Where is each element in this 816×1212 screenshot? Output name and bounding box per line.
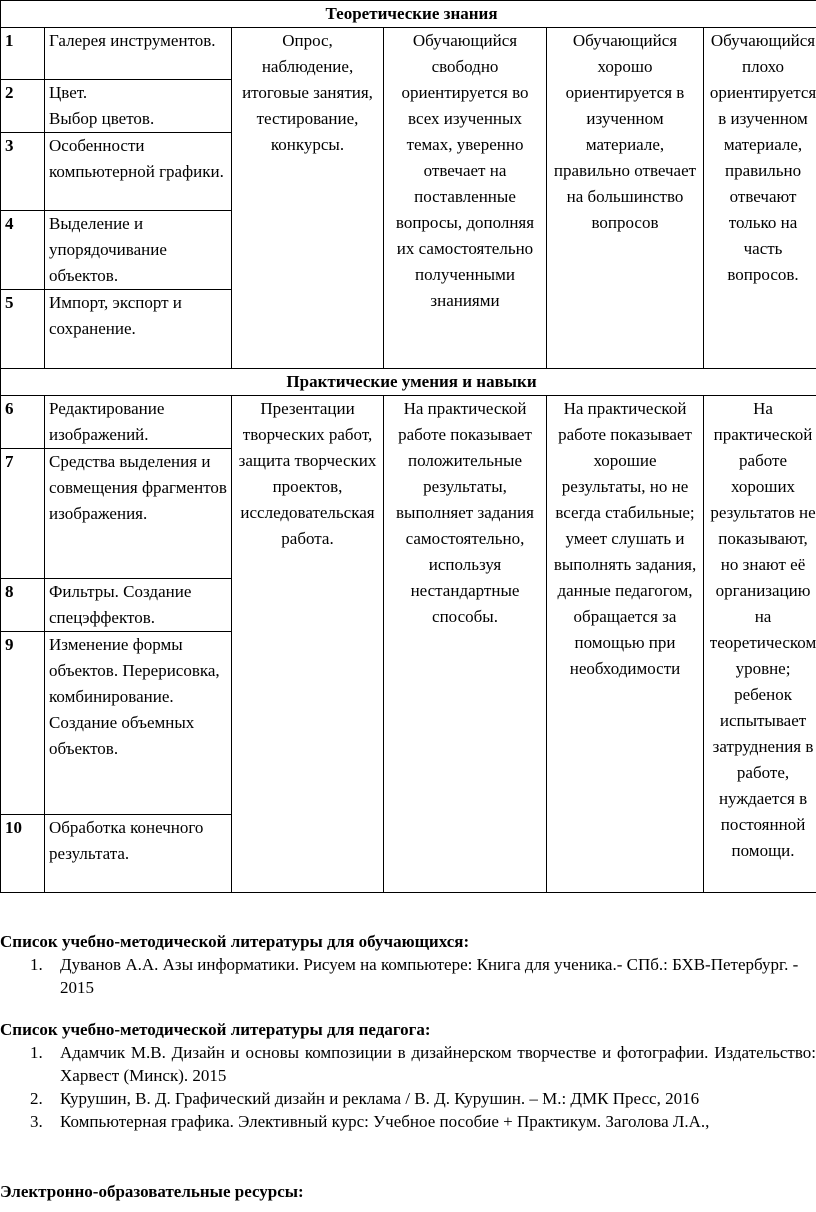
row-number: 8 <box>1 579 45 632</box>
theory-low-level-cell: Обучающийся плохо ориентируется в изученном материале, правильно отвечают только на часть вопросов. <box>704 28 816 369</box>
topic-cell: Фильтры. Создание спецэффектов. <box>45 579 232 632</box>
topic-cell: Изменение формы объектов. Перерисовка, комбинирование. Создание объемных объектов. <box>45 632 232 815</box>
list-item-text: Компьютерная графика. Элективный курс: Учебное пособие + Практикум. Заголова Л.А., <box>60 1112 710 1131</box>
list-item <box>0 1087 816 1110</box>
row-number: 6 <box>1 396 45 449</box>
list-item-text: Адамчик М.В. Дизайн и основы композиции в дизайнерском творчестве и фотографии. Издательство: Харвест (Минск). 2015 <box>60 1043 816 1085</box>
row-number: 10 <box>1 815 45 893</box>
row-number: 9 <box>1 632 45 815</box>
theory-mid-level-cell: Обучающийся хорошо ориентируется в изученном материале, правильно отвечает на большинство вопросов <box>547 28 704 369</box>
electronic-resources-heading: Электронно-образовательные ресурсы: <box>0 1182 304 1201</box>
theory-section-header: Теоретические знания <box>1 1 816 28</box>
row-number: 1 <box>1 28 45 80</box>
list-item-text: Дуванов А.А. Азы информатики. Рисуем на компьютере: Книга для ученика.- СПб.: БХВ-Петербург. - 2015 <box>60 955 799 997</box>
row-number: 7 <box>1 449 45 579</box>
topic-cell: Выделение и упорядочивание объектов. <box>45 211 232 290</box>
list-item-number: 3. <box>30 1112 43 1131</box>
practice-method-cell: Презентации творческих работ, защита творческих проектов, исследовательская работа. <box>232 396 384 893</box>
row-number: 4 <box>1 211 45 290</box>
teacher-literature <box>0 1018 816 1133</box>
practice-mid-level-cell: На практической работе показывает хорошие результаты, но не всегда стабильные; умеет слушать и выполнять задания, данные педагогом, обращается за помощью при необходимости <box>547 396 704 893</box>
topic-cell: Средства выделения и совмещения фрагментов изображения. <box>45 449 232 579</box>
list-item <box>0 1110 816 1133</box>
list-item-text: Курушин, В. Д. Графический дизайн и реклама / В. Д. Курушин. – М.: ДМК Пресс, 2016 <box>60 1089 700 1108</box>
topic-cell: Цвет. Выбор цветов. <box>45 80 232 133</box>
teacher-literature-list <box>0 1041 816 1133</box>
topic-cell: Галерея инструментов. <box>45 28 232 80</box>
theory-high-level-cell: Обучающийся свободно ориентируется во всех изученных темах, уверенно отвечает на поставленные вопросы, дополняя их самостоятельно полученными знаниями <box>384 28 547 369</box>
topic-cell: Редактирование изображений. <box>45 396 232 449</box>
electronic-resources <box>0 1180 816 1203</box>
row-number: 3 <box>1 133 45 211</box>
topic-cell: Обработка конечного результата. <box>45 815 232 893</box>
students-literature-heading: Список учебно-методической литературы для обучающихся: <box>0 932 470 951</box>
students-literature-list <box>0 953 816 999</box>
practice-high-level-cell: На практической работе показывает положительные результаты, выполняет задания самостоятельно, используя нестандартные способы. <box>384 396 547 893</box>
practice-low-level-cell: На практической работе хороших результатов не показывают, но знают её организацию на теоретическом уровне; ребенок испытывает затруднения в работе, нуждается в постоянной помощи. <box>704 396 816 893</box>
list-item <box>0 1041 816 1087</box>
practice-section-header: Практические умения и навыки <box>1 369 816 396</box>
students-literature <box>0 930 816 999</box>
topic-cell: Особенности компьютерной графики. <box>45 133 232 211</box>
list-item-number: 1. <box>30 955 43 974</box>
topic-cell: Импорт, экспорт и сохранение. <box>45 290 232 369</box>
list-item-number: 1. <box>30 1043 43 1062</box>
teacher-literature-heading: Список учебно-методической литературы для педагога: <box>0 1020 431 1039</box>
theory-method-cell: Опрос, наблюдение, итоговые занятия, тестирование, конкурсы. <box>232 28 384 369</box>
list-item-number: 2. <box>30 1089 43 1108</box>
list-item <box>0 953 816 999</box>
row-number: 2 <box>1 80 45 133</box>
row-number: 5 <box>1 290 45 369</box>
